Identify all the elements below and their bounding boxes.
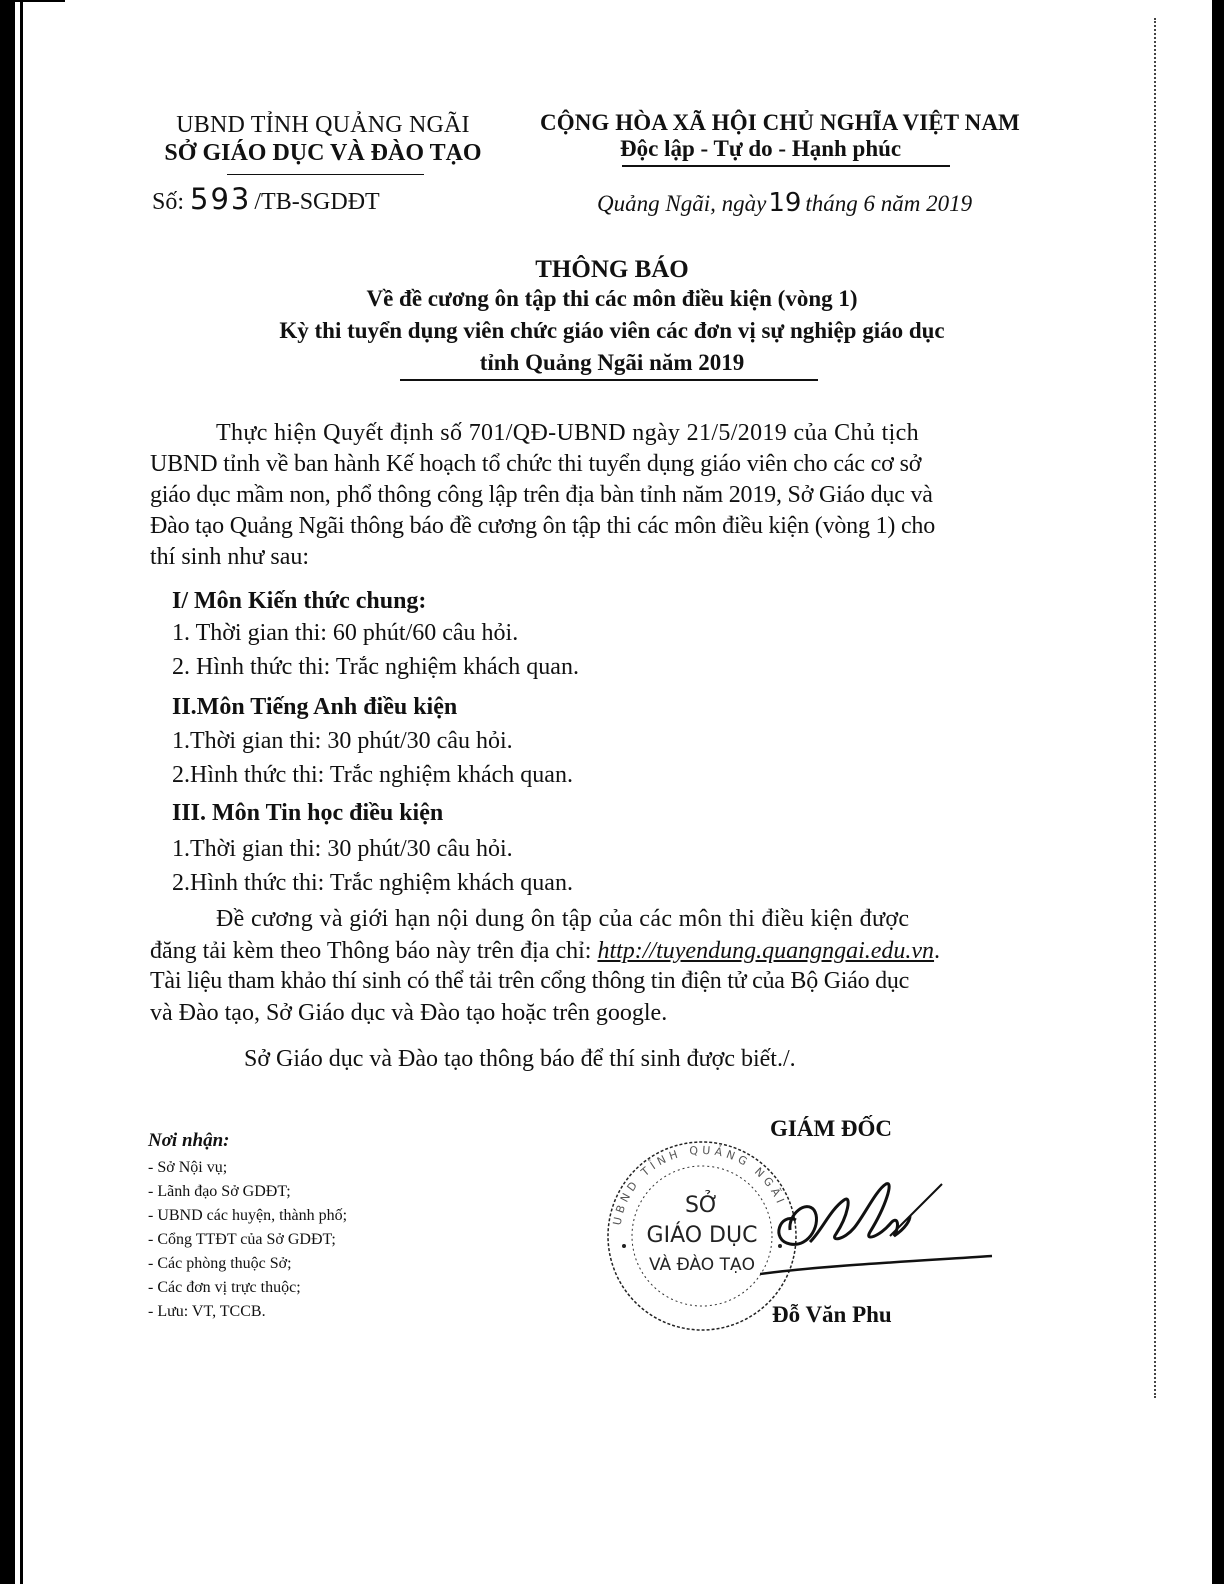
section-item: 2.Hình thức thi: Trắc nghiệm khách quan.: [172, 762, 573, 788]
document-subtitle-line: tỉnh Quảng Ngãi năm 2019: [479, 350, 745, 375]
recipient-item: - Sở Nội vụ;: [148, 1159, 228, 1176]
intro-line: thí sinh như sau:: [150, 544, 310, 570]
section-heading: II.Môn Tiếng Anh điều kiện: [172, 694, 458, 720]
document-date: [597, 188, 972, 218]
recipient-item: - Các phòng thuộc Sở;: [148, 1255, 292, 1272]
scan-border-line: [20, 0, 23, 1584]
website-link[interactable]: http://tuyendung.quangngai.edu.vn: [597, 938, 935, 964]
seal-center-text: GIÁO DỤC: [646, 1223, 758, 1248]
document-number-handwritten: 593: [190, 182, 252, 216]
issuing-department: SỞ GIÁO DỤC VÀ ĐÀO TẠO: [164, 140, 482, 166]
section-heading: III. Môn Tin học điều kiện: [172, 800, 444, 826]
section-item: 1. Thời gian thi: 60 phút/60 câu hỏi.: [172, 620, 519, 646]
date-suffix: tháng 6 năm 2019: [805, 191, 973, 216]
seal-dot: [622, 1244, 626, 1248]
handwritten-signature: [760, 1170, 996, 1280]
outline-line: Tài liệu tham khảo thí sinh có thể tải trên cổng thông tin điện tử của Bộ Giáo dục: [150, 968, 909, 994]
document-number: [152, 182, 380, 216]
intro-line: Đào tạo Quảng Ngãi thông báo đề cương ôn tập thi các môn điều kiện (vòng 1) cho: [150, 513, 936, 539]
outline-line-period: .: [934, 938, 941, 964]
outline-line-text: đăng tải kèm theo Thông báo này trên địa chỉ:: [150, 938, 592, 964]
recipient-item: - Lãnh đạo Sở GDĐT;: [148, 1183, 291, 1200]
recipient-item: - UBND các huyện, thành phố;: [148, 1207, 348, 1224]
motto-underline: [622, 165, 950, 167]
outline-line: [150, 938, 940, 965]
scan-dotted-line: [1154, 18, 1156, 1398]
issuing-authority: UBND TỈNH QUẢNG NGÃI: [176, 112, 470, 138]
seal-center-text: VÀ ĐÀO TẠO: [649, 1255, 755, 1275]
outline-line: và Đào tạo, Sở Giáo dục và Đào tạo hoặc trên google.: [150, 1000, 668, 1026]
intro-line: Thực hiện Quyết định số 701/QĐ-UBND ngày 21/5/2019 của Chủ tịch: [216, 420, 919, 446]
date-prefix: Quảng Ngãi, ngày: [597, 191, 767, 216]
signer-title: GIÁM ĐỐC: [770, 1116, 893, 1141]
recipient-item: - Cổng TTĐT của Sở GDĐT;: [148, 1231, 336, 1248]
seal-ring-text: UBND TỈNH QUẢNG NGÃI: [610, 1143, 789, 1227]
scan-border-left: [0, 0, 15, 1584]
section-item: 2.Hình thức thi: Trắc nghiệm khách quan.: [172, 870, 573, 896]
signer-name: Đỗ Văn Phu: [772, 1302, 892, 1327]
document-title: THÔNG BÁO: [535, 256, 689, 283]
section-item: 1.Thời gian thi: 30 phút/30 câu hỏi.: [172, 836, 513, 862]
intro-line: giáo dục mầm non, phổ thông công lập trên địa bàn tỉnh năm 2019, Sở Giáo dục và: [150, 482, 933, 508]
scan-border-top: [15, 0, 65, 2]
section-item: 2. Hình thức thi: Trắc nghiệm khách quan.: [172, 654, 579, 680]
country-name: CỘNG HÒA XÃ HỘI CHỦ NGHĨA VIỆT NAM: [540, 110, 1020, 135]
signature-stroke: [810, 1184, 910, 1242]
seal-center-text: SỞ: [684, 1193, 720, 1218]
intro-line: UBND tỉnh về ban hành Kế hoạch tổ chức thi tuyển dụng giáo viên cho các cơ sở: [150, 451, 922, 477]
section-item: 1.Thời gian thi: 30 phút/30 câu hỏi.: [172, 728, 513, 754]
closing-statement: Sở Giáo dục và Đào tạo thông báo để thí sinh được biết./.: [244, 1046, 796, 1072]
document-number-prefix: Số:: [152, 189, 185, 215]
national-motto: Độc lập - Tự do - Hạnh phúc: [620, 136, 902, 161]
signature-underline-stroke: [760, 1256, 992, 1274]
signature-stroke: [779, 1207, 817, 1245]
section-heading: I/ Môn Kiến thức chung:: [172, 588, 427, 614]
document-number-suffix: /TB-SGDĐT: [254, 189, 380, 215]
department-underline: [227, 174, 424, 175]
scan-border-right: [1212, 0, 1224, 1584]
signature-stroke: [890, 1184, 942, 1236]
recipients-title: Nơi nhận:: [148, 1130, 230, 1151]
document-subtitle-line: Về đề cương ôn tập thi các môn điều kiện (vòng 1): [366, 286, 858, 311]
date-day-handwritten: 19: [768, 188, 802, 218]
recipient-item: - Các đơn vị trực thuộc;: [148, 1279, 301, 1296]
outline-line: Đề cương và giới hạn nội dung ôn tập của các môn thi điều kiện được: [216, 906, 910, 932]
document-subtitle-line: Kỳ thi tuyển dụng viên chức giáo viên các đơn vị sự nghiệp giáo dục: [279, 318, 945, 343]
recipient-item: - Lưu: VT, TCCB.: [148, 1303, 266, 1320]
title-underline: [400, 379, 818, 381]
